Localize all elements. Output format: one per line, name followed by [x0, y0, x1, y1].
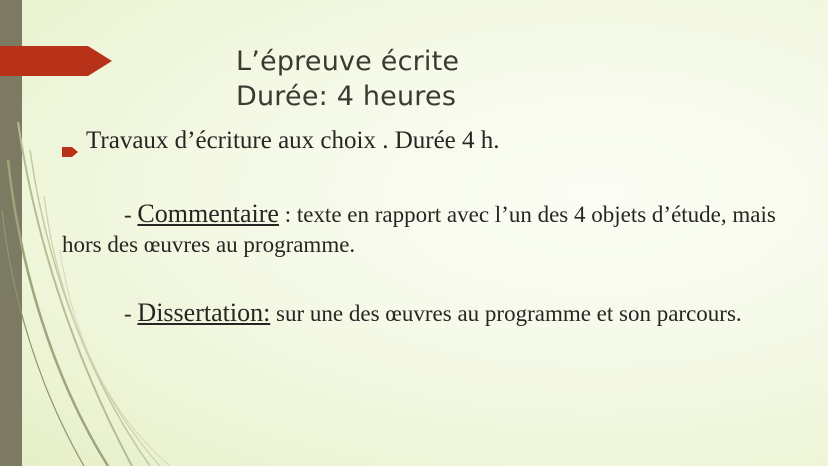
title-line-2: Durée: 4 heures: [236, 81, 457, 113]
paragraph-commentaire: [62, 197, 792, 261]
title-line-1: L’épreuve écrite: [236, 46, 460, 77]
paragraph-dissertation-text: sur une des œuvres au programme et son parcours.: [270, 301, 742, 327]
paragraph-dissertation: [62, 296, 792, 330]
term-commentaire: Commentaire: [137, 198, 279, 228]
slide-title: [236, 44, 796, 114]
bullet-item: [62, 126, 792, 167]
paragraph-commentaire-text: : texte en rapport avec l’un des 4 objets d’étude, mais hors des œuvres au programme.: [62, 201, 776, 258]
term-dissertation: Dissertation:: [137, 298, 271, 328]
paragraph-dash-1: -: [124, 201, 138, 227]
bullet-item-text: Travaux d’écriture aux choix . Durée 4 h.: [86, 127, 500, 154]
slide-body: [62, 126, 792, 330]
paragraph-dash-2: -: [124, 301, 138, 327]
bullet-arrow-icon: [62, 136, 84, 167]
